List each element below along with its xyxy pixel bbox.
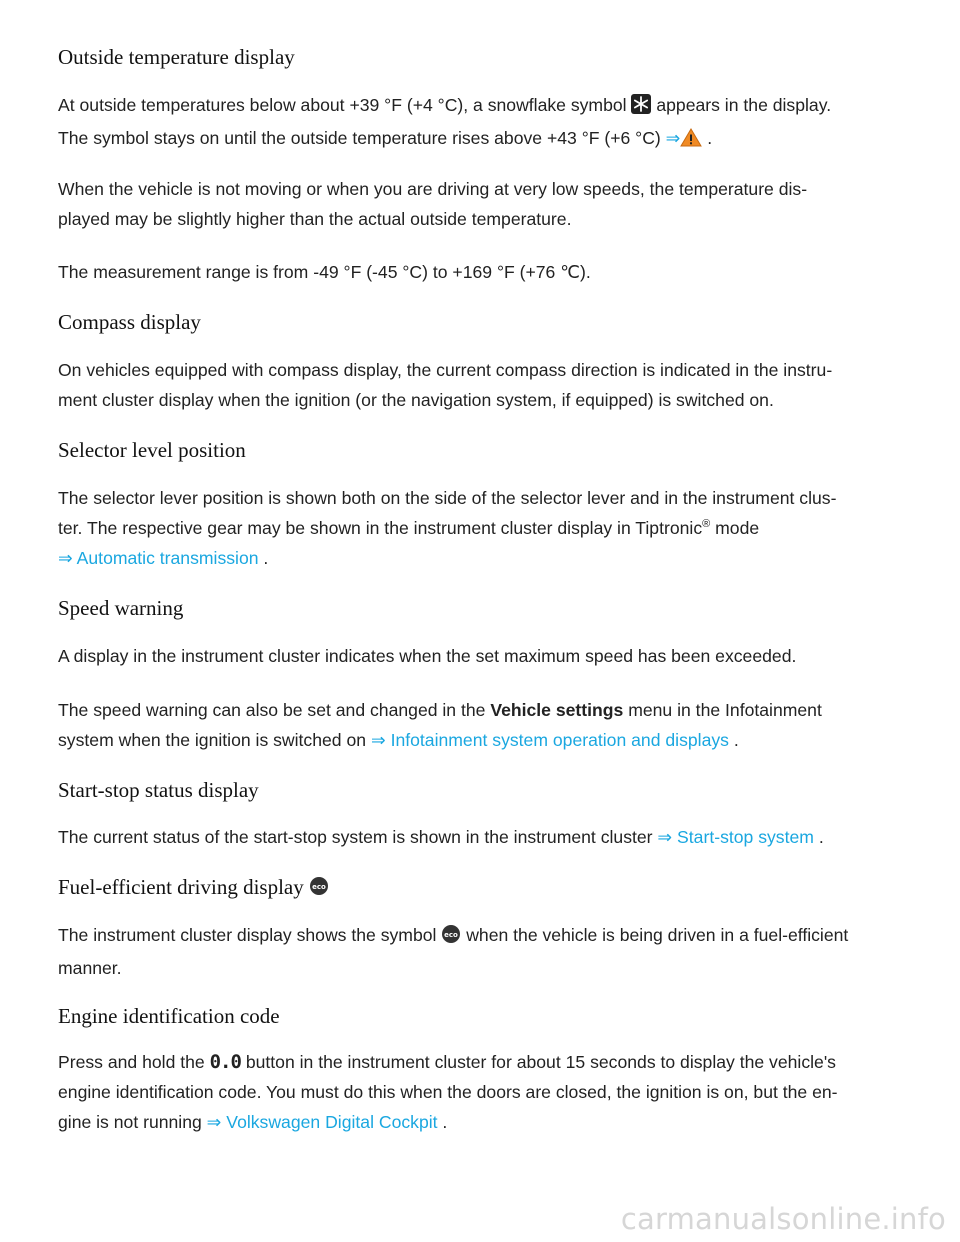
heading-fuel-efficient [58,875,329,902]
text: mode [710,518,760,538]
snowflake-icon [631,93,651,123]
paragraph-speed-display [58,641,918,671]
text: when the vehicle is being driven in a fuel-efficient [461,925,849,945]
text: . [728,730,739,750]
heading-selector-level: Selector level position [58,438,246,462]
paragraph-speed-settings [58,695,918,755]
heading-outside-temperature: Outside temperature display [58,45,295,69]
text: Press and hold the [58,1052,210,1072]
reset-button-icon: 0.0 [209,1051,241,1073]
heading-text: Fuel-efficient driving display [58,875,304,899]
text: manner. [58,958,122,978]
text: When the vehicle is not moving or when you are driving at very low speeds, the temperature dis- [58,179,808,199]
text: . [437,1112,448,1132]
text: ment cluster display when the ignition (or the navigation system, if equipped) is switched on. [58,390,774,410]
paragraph-range [58,257,918,287]
heading-compass: Compass display [58,310,201,334]
heading-start-stop: Start-stop status display [58,778,259,802]
text: engine identification code. You must do this when the doors are closed, the ignition is on, but the en- [58,1082,838,1102]
paragraph-start-stop [58,822,918,852]
watermark: carmanualsonline.info [620,1202,946,1236]
text: menu in the Infotainment [623,700,822,720]
paragraph-snowflake [58,90,918,156]
text: The measurement range is from -49 °F (-45 °C) to +169 °F (+76 ℃). [58,262,591,282]
text: The speed warning can also be set and changed in the [58,700,491,720]
text: ter. The respective gear may be shown in the instrument cluster display in Tiptronic [58,518,703,538]
text: The current status of the start-stop system is shown in the instrument cluster [58,827,658,847]
registered-mark: ® [702,518,711,531]
eco-icon [441,923,461,953]
text: appears in the display. [651,95,832,115]
text: The symbol stays on until the outside temperature rises above +43 °F (+6 °C) [58,128,666,148]
infotainment-link[interactable]: ⇒ Infotainment system operation and displays [370,730,729,750]
paragraph-eco [58,920,918,983]
text: The instrument cluster display shows the symbol [58,925,442,945]
text: button in the instrument cluster for about 15 seconds to display the vehicle's [240,1052,836,1072]
link-arrow: ⇒ [665,128,681,148]
text: system when the ignition is switched on [58,730,371,750]
paragraph-engine-code [58,1047,918,1137]
paragraph-low-speed [58,174,918,234]
paragraph-selector [58,483,918,573]
paragraph-compass [58,355,918,415]
text: A display in the instrument cluster indicates when the set maximum speed has been exceeded. [58,646,797,666]
svg-text:eco: eco [444,931,459,939]
text: played may be slightly higher than the actual outside temperature. [58,209,572,229]
text: gine is not running [58,1112,207,1132]
text: . [813,827,824,847]
heading-speed-warning: Speed warning [58,596,184,620]
svg-text:eco: eco [312,883,326,891]
digital-cockpit-link[interactable]: ⇒ Volkswagen Digital Cockpit [206,1112,438,1132]
automatic-transmission-link[interactable]: ⇒ Automatic transmission [58,548,259,568]
heading-engine-code: Engine identification code [58,1004,280,1028]
text: On vehicles equipped with compass display, the current compass direction is indicated in the instru- [58,360,833,380]
warning-triangle-icon [680,126,702,156]
eco-icon [309,876,329,902]
text: . [702,128,713,148]
start-stop-system-link[interactable]: ⇒ Start-stop system [657,827,814,847]
vehicle-settings-menu-name: Vehicle settings [490,700,624,720]
text: . [258,548,269,568]
warning-link[interactable] [666,128,703,148]
text: At outside temperatures below about +39 °F (+4 °C), a snowflake symbol [58,95,632,115]
text: The selector lever position is shown both on the side of the selector lever and in the instrument clus- [58,488,837,508]
